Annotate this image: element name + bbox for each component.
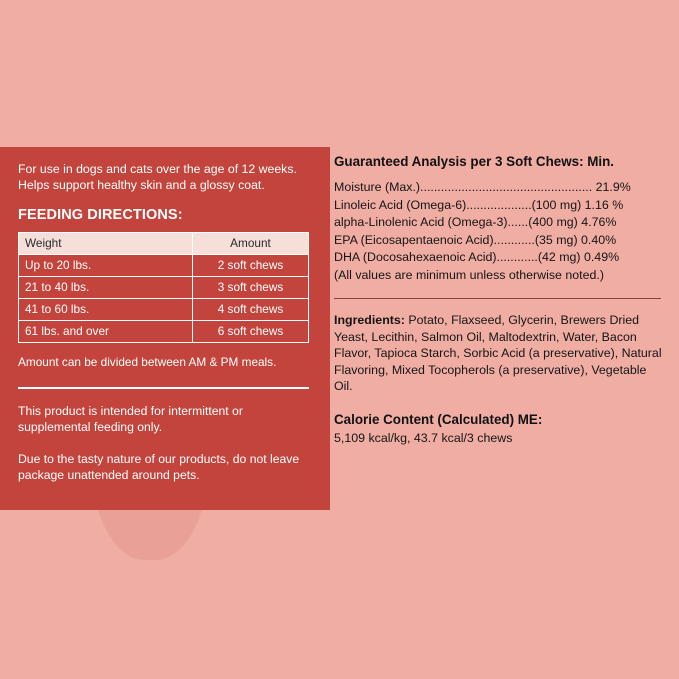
analysis-line: DHA (Docosahexaenoic Acid)............(42 mg) 0.49% bbox=[334, 250, 620, 264]
unattended-package-note: Due to the tasty nature of our products, do not leave package unattended around pets. bbox=[18, 452, 300, 482]
column-header-weight: Weight bbox=[19, 233, 193, 255]
feeding-directions-panel bbox=[0, 147, 330, 510]
calorie-content-title: Calorie Content (Calculated) ME: bbox=[334, 411, 543, 427]
analysis-line: EPA (Eicosapentaenoic Acid)............(35 mg) 0.40% bbox=[334, 232, 617, 247]
analysis-line: Moisture (Max.).................................................. 21.9% bbox=[334, 180, 631, 194]
divider bbox=[334, 298, 661, 299]
ingredients-text: Potato, Flaxseed, Glycerin, Brewers Dried Yeast, Lecithin, Salmon Oil, Maltodextrin, Water, Bacon Flavor, Tapioca Starch, Sorbic Acid (a preservative), Natural Flavoring, Mixed Tocopherols (a preservative), Vegetable Oil. bbox=[334, 313, 662, 393]
ingredients-label: Ingredients: bbox=[334, 313, 405, 327]
cell-amount: 4 soft chews bbox=[193, 299, 309, 321]
divide-note: Amount can be divided between AM & PM meals. bbox=[18, 355, 277, 369]
feeding-table bbox=[18, 232, 309, 343]
calorie-content-block bbox=[334, 412, 664, 447]
cell-weight: 61 lbs. and over bbox=[19, 321, 193, 343]
cell-amount: 3 soft chews bbox=[193, 277, 309, 299]
table-row bbox=[19, 277, 309, 299]
analysis-line: alpha-Linolenic Acid (Omega-3)......(400 mg) 4.76% bbox=[334, 215, 617, 229]
cell-weight: 21 to 40 lbs. bbox=[19, 277, 193, 299]
table-row bbox=[19, 255, 309, 277]
guaranteed-analysis-title: Guaranteed Analysis per 3 Soft Chews: Min. bbox=[334, 154, 615, 169]
analysis-line: Linoleic Acid (Omega-6)...................(100 mg) 1.16 % bbox=[334, 197, 624, 212]
column-header-amount: Amount bbox=[193, 233, 309, 255]
analysis-panel bbox=[334, 154, 664, 446]
cell-weight: 41 to 60 lbs. bbox=[19, 299, 193, 321]
table-header-row bbox=[19, 233, 309, 255]
feeding-directions-title: FEEDING DIRECTIONS: bbox=[18, 207, 183, 223]
cell-amount: 6 soft chews bbox=[193, 321, 309, 343]
analysis-note: (All values are minimum unless otherwise noted.) bbox=[334, 267, 604, 282]
table-row bbox=[19, 321, 309, 343]
cell-amount: 2 soft chews bbox=[193, 255, 309, 277]
intro-text: For use in dogs and cats over the age of 12 weeks. Helps support healthy skin and a glossy coat. bbox=[18, 162, 297, 192]
calorie-content-value: 5,109 kcal/kg, 43.7 kcal/3 chews bbox=[334, 430, 513, 445]
table-row bbox=[19, 299, 309, 321]
cell-weight: Up to 20 lbs. bbox=[19, 255, 193, 277]
intermittent-feeding-note: This product is intended for intermittent or supplemental feeding only. bbox=[18, 404, 243, 434]
divider bbox=[18, 387, 309, 389]
ingredients-block bbox=[334, 312, 664, 395]
